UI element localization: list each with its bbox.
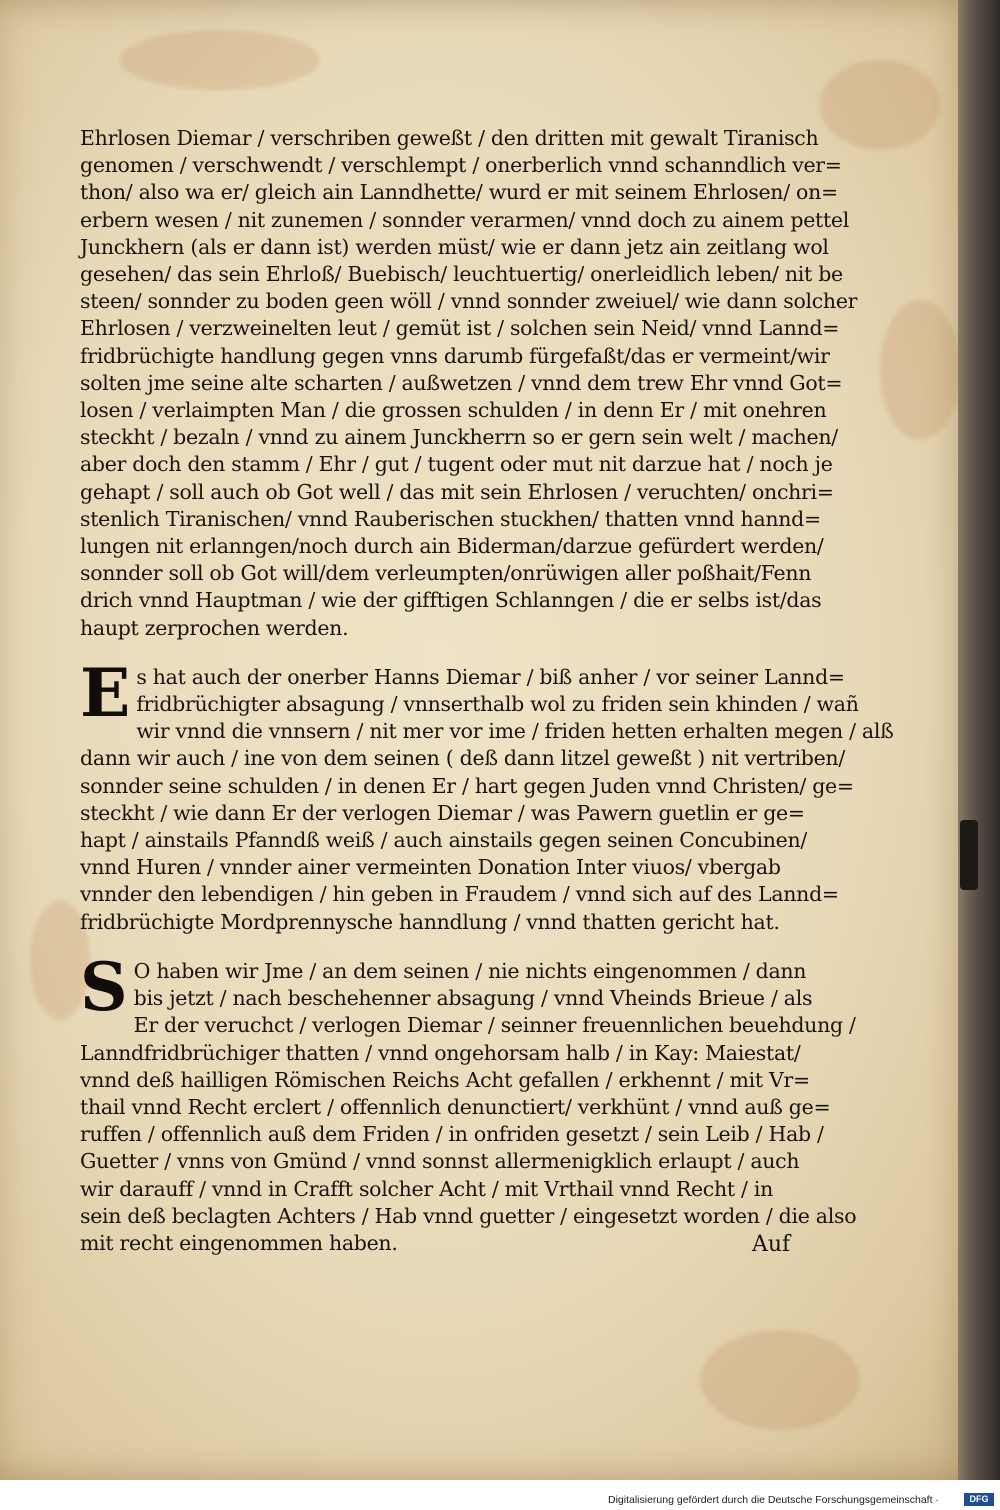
binding-tab (960, 820, 978, 890)
text-line: fridbrüchigte Mordprennysche hanndlung / vnnd thatten gericht hat. (80, 909, 780, 934)
text-line: sonnder soll ob Got will/dem verleumpten/onrüwigen aller poßhait/Fenn (80, 561, 812, 586)
text-line: genomen / verschwendt / verschlempt / onerberlich vnnd schanndlich ver= (80, 153, 842, 178)
dfg-logo-icon: DFG (964, 1493, 994, 1506)
text-line: sonnder seine schulden / in denen Er / hart gegen Juden vnnd Christen/ ge= (80, 773, 854, 798)
text-line: drich vnnd Hauptman / wie der gifftigen Schlanngen / die er selbs ist/das (80, 588, 822, 613)
text-line: Guetter / vnns von Gmünd / vnnd sonnst allermenigklich erlaupt / auch (80, 1149, 800, 1174)
paragraph-1 (80, 125, 858, 642)
drop-cap-initial: S (80, 947, 128, 1026)
foxing-stain (700, 1330, 860, 1430)
text-line: wir vnnd die vnnsern / nit mer vor ime / friden hetten erhalten megen / alß (136, 719, 894, 744)
drop-cap-initial: E (80, 653, 131, 732)
text-line: steckht / bezaln / vnnd zu ainem Junckherrn so er gern sein welt / machen/ (80, 425, 838, 450)
text-line: steen/ sonnder zu boden geen wöll / vnnd sonnder zweiuel/ wie dann solcher (80, 289, 858, 314)
text-line: sein deß beclagten Achters / Hab vnnd guetter / eingesetzt worden / die also (80, 1203, 857, 1228)
text-line: fridbrüchigter absagung / vnnserthalb wol zu friden sein khinden / wañ (136, 692, 859, 717)
paragraph-3 (80, 947, 857, 1257)
text-line: Ehrlosen Diemar / verschriben geweßt / den dritten mit gewalt Tiranisch (80, 126, 819, 150)
text-line: hapt / ainstails Pfanndß weiß / auch ainstails gegen seinen Concubinen/ (80, 828, 808, 853)
foxing-stain (820, 60, 940, 150)
foxing-stain (120, 30, 320, 90)
text-line: ruffen / offennlich auß dem Friden / in onfriden gesetzt / sein Leib / Hab / (80, 1122, 824, 1147)
text-line: lungen nit erlanngen/noch durch ain Biderman/darzue gefürdert werden/ (80, 534, 824, 559)
text-line: aber doch den stamm / Ehr / gut / tugent oder mut nit darzue hat / noch je (80, 452, 833, 477)
text-line: stenlich Tiranischen/ vnnd Rauberischen stuckhen/ thatten vnnd hannd= (80, 506, 821, 531)
catchword: Auf (752, 1232, 791, 1257)
text-line: steckht / wie dann Er der verlogen Diemar / was Pawern guetlin er ge= (80, 800, 805, 825)
text-line: haupt zerprochen werden. (80, 615, 349, 640)
text-line: gesehen/ das sein Ehrloß/ Buebisch/ leuchtuertig/ onerleidlich leben/ nit be (80, 262, 843, 287)
text-line: s hat auch der onerber Hanns Diemar / biß anher / vor seiner Lannd= (136, 664, 845, 689)
text-line: vnnd Huren / vnnder ainer vermeinten Donation Inter viuos/ vbergab (80, 855, 781, 880)
text-line: vnnd deß hailligen Römischen Reichs Acht gefallen / erkhennt / mit Vr= (80, 1067, 810, 1092)
text-line: solten jme seine alte scharten / außwetzen / vnnd dem trew Ehr vnnd Got= (80, 370, 843, 395)
body-text (80, 125, 894, 1257)
text-line: Lanndfridbrüchiger thatten / vnnd ongehorsam halb / in Kay: Maiestat/ (80, 1040, 801, 1065)
foxing-stain (880, 300, 960, 440)
text-line: Er der veruchct / verlogen Diemar / seinner freuennlichen beuehdung / (133, 1013, 856, 1038)
funding-credit: Digitalisierung gefördert durch die Deutsche Forschungsgemeinschaft · (608, 1494, 939, 1506)
text-line: wir darauff / vnnd in Crafft solcher Acht / mit Vrthail vnnd Recht / in (80, 1176, 774, 1201)
text-line: dann wir auch / ine von dem seinen ( deß dann litzel geweßt ) nit vertriben/ (80, 746, 845, 771)
paragraph-2 (80, 653, 894, 936)
text-line: thon/ also wa er/ gleich ain Lanndhette/ wurd er mit seinem Ehrlosen/ on= (80, 180, 838, 205)
text-line: fridbrüchigte handlung gegen vnns darumb fürgefaßt/das er vermeint/wir (80, 343, 830, 368)
text-line: erbern wesen / nit zunemen / sonnder verarmen/ vnnd doch zu ainem pettel (80, 207, 850, 232)
text-line: mit recht eingenommen haben. (80, 1230, 398, 1255)
text-line: vnnder den lebendigen / hin geben in Fraudem / vnnd sich auf des Lannd= (80, 882, 839, 907)
text-line: Ehrlosen / verzweinelten leut / gemüt ist / solchen sein Neid/ vnnd Lannd= (80, 316, 840, 341)
text-line: O haben wir Jme / an dem seinen / nie nichts eingenommen / dann (133, 958, 807, 983)
text-line: thail vnnd Recht erclert / offennlich denunctiert/ verkhünt / vnnd auß ge= (80, 1094, 831, 1119)
text-line: losen / verlaimpten Man / die grossen schulden / in denn Er / mit onehren (80, 398, 827, 423)
text-line: Junckhern (als er dann ist) werden müst/ wie er dann jetz ain zeitlang wol (80, 234, 829, 259)
text-line: bis jetzt / nach beschehenner absagung / vnnd Vheinds Brieue / als (133, 986, 813, 1011)
text-line: gehapt / soll auch ob Got well / das mit sein Ehrlosen / veruchten/ onchri= (80, 479, 834, 504)
book-spine-edge (958, 0, 1000, 1480)
